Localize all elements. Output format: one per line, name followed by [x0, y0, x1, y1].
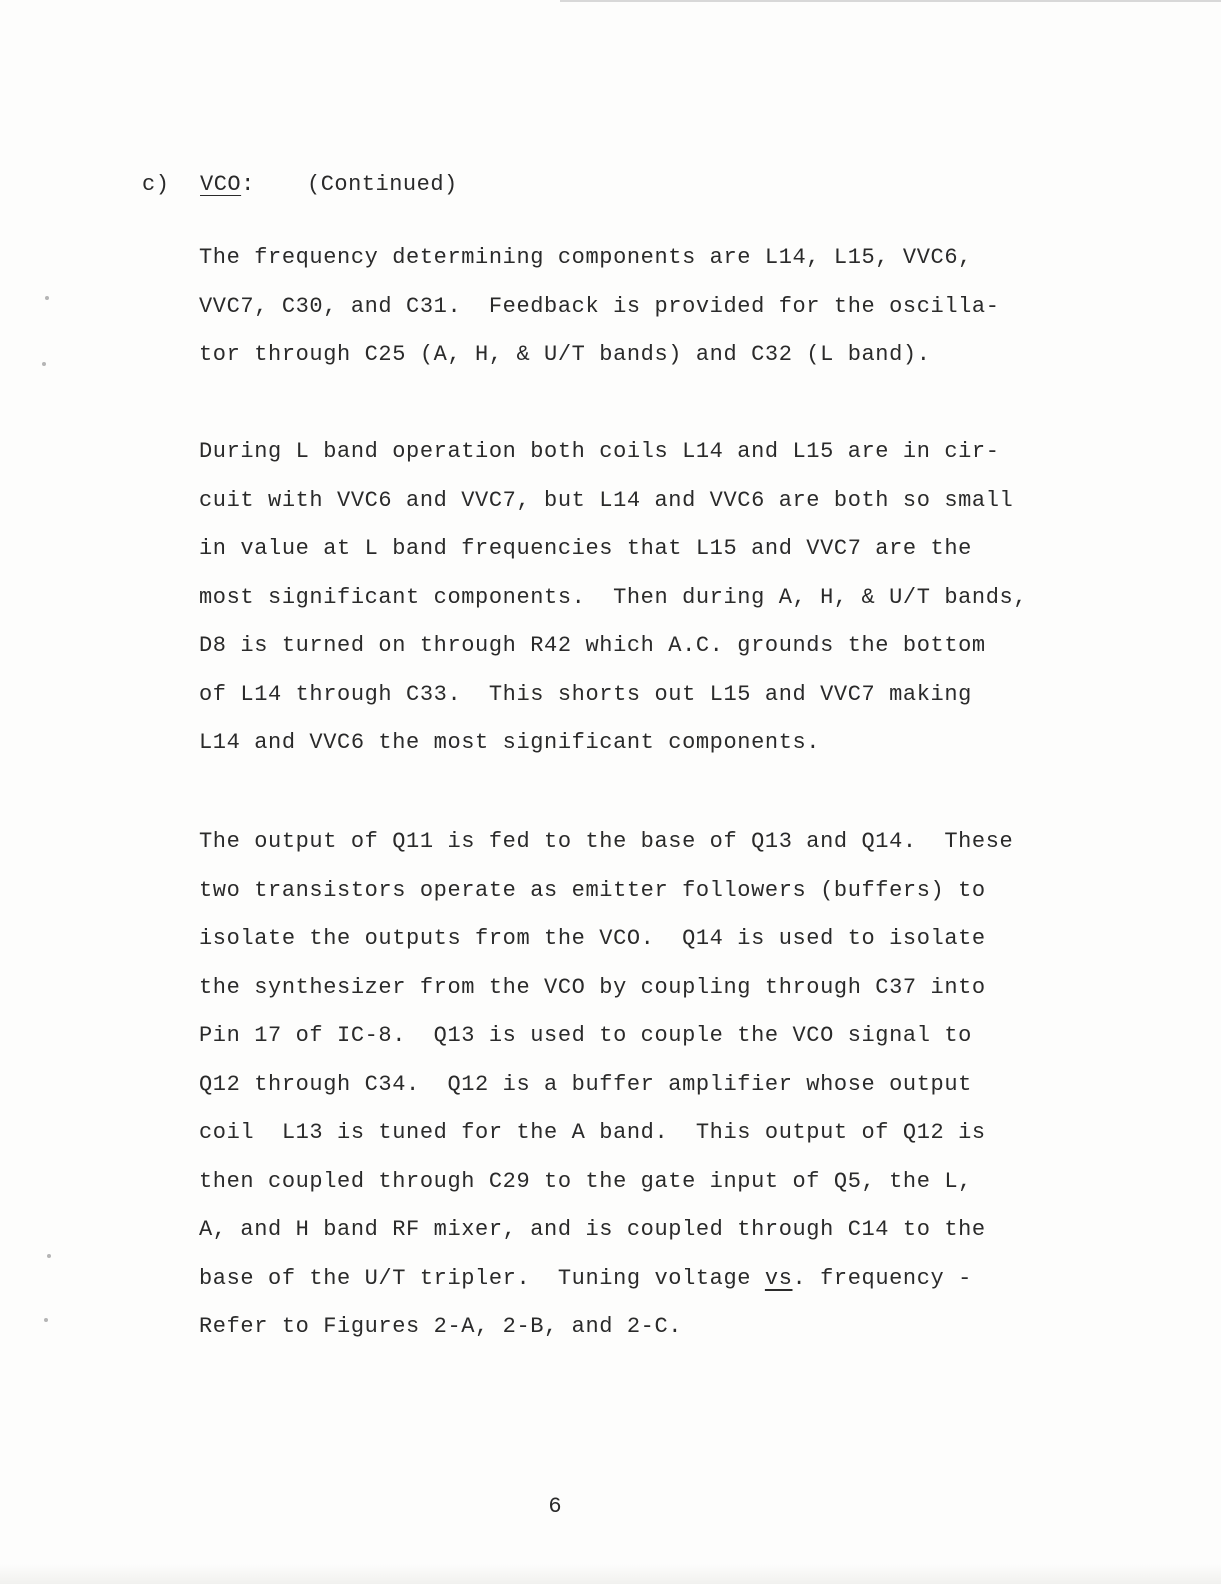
paragraph-output-buffers	[199, 818, 1079, 1352]
section-title-text: VCO	[200, 172, 242, 197]
section-label: c)	[142, 172, 170, 197]
scan-speck	[47, 1254, 51, 1258]
scan-bottom-shadow	[0, 1564, 1221, 1584]
versus-abbreviation: vs	[764, 1265, 793, 1291]
tuning-text-after: . frequency -	[792, 1265, 972, 1291]
section-subtitle: (Continued)	[307, 172, 458, 197]
scan-speck	[42, 362, 46, 366]
text-line: tor through C25 (A, H, & U/T bands) and C32 (L band).	[199, 342, 931, 367]
text-line: then coupled through C29 to the gate input of Q5, the L,	[199, 1168, 972, 1194]
text-line: The output of Q11 is fed to the base of Q13 and Q14. These	[199, 829, 1014, 854]
paragraph-frequency-components	[199, 234, 1079, 380]
paragraph-l-band-operation	[199, 428, 1079, 768]
text-line: coil L13 is tuned for the A band. This output of Q12 is	[199, 1120, 986, 1145]
text-line: During L band operation both coils L14 and L15 are in cir-	[199, 439, 1000, 464]
text-line: cuit with VVC6 and VVC7, but L14 and VVC6 are both so small	[199, 487, 1014, 513]
text-line: A, and H band RF mixer, and is coupled through C14 to the	[199, 1217, 986, 1242]
scan-speck	[44, 1318, 48, 1322]
section-title-colon: :	[241, 172, 255, 197]
text-line: The frequency determining components are L14, L15, VVC6,	[199, 245, 972, 270]
text-line-tuning	[199, 1255, 1079, 1304]
text-line: D8 is turned on through R42 which A.C. grounds the bottom	[199, 633, 986, 658]
text-line: the synthesizer from the VCO by coupling through C37 into	[199, 974, 986, 1000]
text-line-figure-reference: Refer to Figures 2-A, 2-B, and 2-C.	[199, 1314, 683, 1339]
text-line: of L14 through C33. This shorts out L15 and VVC7 making	[199, 681, 972, 707]
section-title	[200, 171, 307, 199]
scan-top-edge	[560, 0, 1221, 2]
text-line: Pin 17 of IC-8. Q13 is used to couple the VCO signal to	[199, 1023, 972, 1048]
text-line: most significant components. Then during A, H, & U/T bands,	[199, 584, 1028, 610]
text-line: Q12 through C34. Q12 is a buffer amplifier whose output	[199, 1071, 972, 1097]
tuning-text-before: base of the U/T tripler. Tuning voltage	[199, 1265, 765, 1291]
text-line: in value at L band frequencies that L15 and VVC7 are the	[199, 536, 972, 561]
page-number: 6	[548, 1494, 562, 1519]
text-line: VVC7, C30, and C31. Feedback is provided for the oscilla-	[199, 293, 1000, 319]
section-heading	[142, 171, 458, 199]
text-line: isolate the outputs from the VCO. Q14 is used to isolate	[199, 926, 986, 951]
text-line: L14 and VVC6 the most significant components.	[199, 730, 821, 755]
text-line: two transistors operate as emitter followers (buffers) to	[199, 877, 986, 903]
scan-speck	[45, 296, 49, 300]
